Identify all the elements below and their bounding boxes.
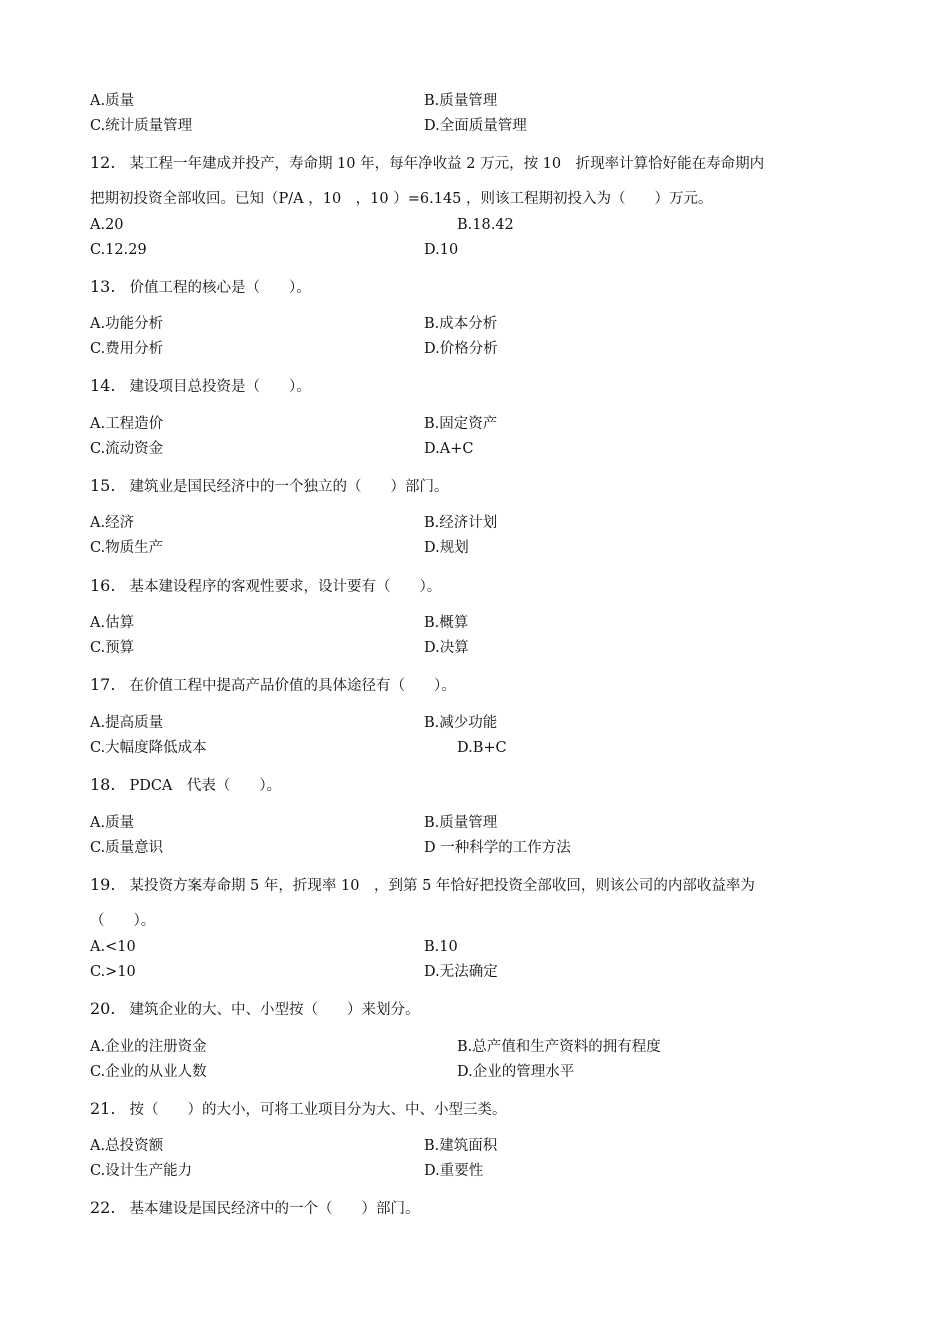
q21-option-a: A.总投资额: [90, 1138, 164, 1154]
q20-number: 20.: [90, 999, 116, 1018]
q12-text-line-2: 把期初投资全部收回。已知（P/A ，10 ，10 ）=6.145 ，则该工程期初投入为（ ）万元。: [90, 191, 713, 207]
q12-option-b: B.18.42: [457, 217, 514, 233]
q19-option-c: C.>10: [90, 964, 136, 980]
q18-option-a: A.质量: [90, 815, 135, 831]
q12-option-a: A.20: [90, 217, 124, 233]
q21-options-row-1: [90, 1134, 890, 1158]
q16-option-d: D.决算: [424, 640, 469, 656]
q19-option-a: A.<10: [90, 939, 136, 955]
q14-option-a: A.工程造价: [90, 416, 164, 432]
q12-options-row-1: [90, 213, 890, 237]
q15-text: 建筑业是国民经济中的一个独立的（ ）部门。: [129, 479, 449, 495]
q20-option-b: B.总产值和生产资料的拥有程度: [457, 1039, 661, 1055]
q16-text: 基本建设程序的客观性要求，设计要有（ ）。: [129, 579, 442, 595]
q18-options-row-2: [90, 836, 890, 860]
q19-options-row-1: [90, 935, 890, 959]
q21-text: 按（ ）的大小，可将工业项目分为大、中、小型三类。: [129, 1102, 507, 1118]
q15-option-b: B.经济计划: [424, 515, 498, 531]
q18-option-b: B.质量管理: [424, 815, 498, 831]
q13-options-row-1: [90, 312, 890, 336]
q20-option-a: A.企业的注册资金: [90, 1039, 207, 1055]
q14-number: 14.: [90, 376, 116, 395]
q19-option-d: D.无法确定: [424, 964, 498, 980]
q16-number: 16.: [90, 576, 116, 595]
q15-question: [90, 475, 448, 498]
q17-number: 17.: [90, 675, 116, 694]
q13-option-a: A.功能分析: [90, 316, 164, 332]
q19-options-row-2: [90, 960, 890, 984]
q21-option-c: C.设计生产能力: [90, 1163, 193, 1179]
q17-options-row-1: [90, 711, 890, 735]
q15-number: 15.: [90, 476, 116, 495]
q14-text: 建设项目总投资是（ ）。: [129, 379, 311, 395]
q18-option-d: D 一种科学的工作方法: [424, 840, 571, 856]
q16-option-b: B.概算: [424, 615, 469, 631]
q11-option-a: A.质量: [90, 93, 135, 109]
q20-options-row-1: [90, 1035, 890, 1059]
q18-option-c: C.质量意识: [90, 840, 164, 856]
q15-options-row-1: [90, 511, 890, 535]
q13-options-row-2: [90, 337, 890, 361]
q14-option-d: D.A+C: [424, 441, 474, 457]
q17-option-d: D.B+C: [457, 740, 507, 756]
q11-option-b: B.质量管理: [424, 93, 498, 109]
q11-option-c: C.统计质量管理: [90, 118, 193, 134]
q14-question: [90, 375, 311, 398]
q22-question: [90, 1197, 419, 1220]
q16-question: [90, 575, 441, 598]
q11-option-d: D.全面质量管理: [424, 118, 527, 134]
q15-option-a: A.经济: [90, 515, 135, 531]
q19-text-line-1: 某投资方案寿命期 5 年，折现率 10 ，到第 5 年恰好把投资全部收回，则该公司的内部收益率为: [129, 878, 755, 894]
q18-text: PDCA 代表（ ）。: [129, 778, 282, 794]
q12-option-c: C.12.29: [90, 242, 147, 258]
q19-text-line-2: （ ）。: [90, 913, 156, 929]
q15-options-row-2: [90, 536, 890, 560]
q13-option-d: D.价格分析: [424, 341, 498, 357]
q12-option-d: D.10: [424, 242, 459, 258]
q16-option-a: A.估算: [90, 615, 135, 631]
q20-options-row-2: [90, 1060, 890, 1084]
q11-options-row-1: [90, 89, 890, 113]
q21-option-d: D.重要性: [424, 1163, 484, 1179]
q22-text: 基本建设是国民经济中的一个（ ）部门。: [129, 1201, 420, 1217]
q21-option-b: B.建筑面积: [424, 1138, 498, 1154]
q19-option-b: B.10: [424, 939, 458, 955]
q12-question: [90, 152, 764, 175]
q17-question: [90, 674, 456, 697]
q12-options-row-2: [90, 238, 890, 262]
q14-options-row-2: [90, 437, 890, 461]
q20-option-d: D.企业的管理水平: [457, 1064, 575, 1080]
q13-number: 13.: [90, 277, 116, 296]
q17-option-a: A.提高质量: [90, 715, 164, 731]
q14-option-b: B.固定资产: [424, 416, 498, 432]
q20-option-c: C.企业的从业人数: [90, 1064, 207, 1080]
q16-options-row-1: [90, 611, 890, 635]
q13-option-c: C.费用分析: [90, 341, 164, 357]
q19-number: 19.: [90, 875, 116, 894]
q17-option-c: C.大幅度降低成本: [90, 740, 207, 756]
q18-question: [90, 774, 281, 797]
q21-options-row-2: [90, 1159, 890, 1183]
q12-number: 12.: [90, 153, 116, 172]
q17-option-b: B.减少功能: [424, 715, 498, 731]
q13-option-b: B.成本分析: [424, 316, 498, 332]
q13-text: 价值工程的核心是（ ）。: [129, 280, 311, 296]
q15-option-c: C.物质生产: [90, 540, 164, 556]
q11-options-row-2: [90, 114, 890, 138]
q20-text: 建筑企业的大、中、小型按（ ）来划分。: [129, 1002, 420, 1018]
q14-options-row-1: [90, 412, 890, 436]
q21-question: [90, 1098, 506, 1121]
q22-number: 22.: [90, 1198, 116, 1217]
q20-question: [90, 998, 419, 1021]
q15-option-d: D.规划: [424, 540, 469, 556]
q13-question: [90, 276, 311, 299]
q16-option-c: C.预算: [90, 640, 135, 656]
q19-question: [90, 874, 755, 897]
q21-number: 21.: [90, 1099, 116, 1118]
q17-options-row-2: [90, 736, 890, 760]
q17-text: 在价值工程中提高产品价值的具体途径有（ ）。: [129, 678, 456, 694]
q16-options-row-2: [90, 636, 890, 660]
q12-text-line-1: 某工程一年建成并投产，寿命期 10 年，每年净收益 2 万元，按 10 折现率计算恰好能在寿命期内: [129, 156, 765, 172]
q18-number: 18.: [90, 775, 116, 794]
q18-options-row-1: [90, 811, 890, 835]
q14-option-c: C.流动资金: [90, 441, 164, 457]
